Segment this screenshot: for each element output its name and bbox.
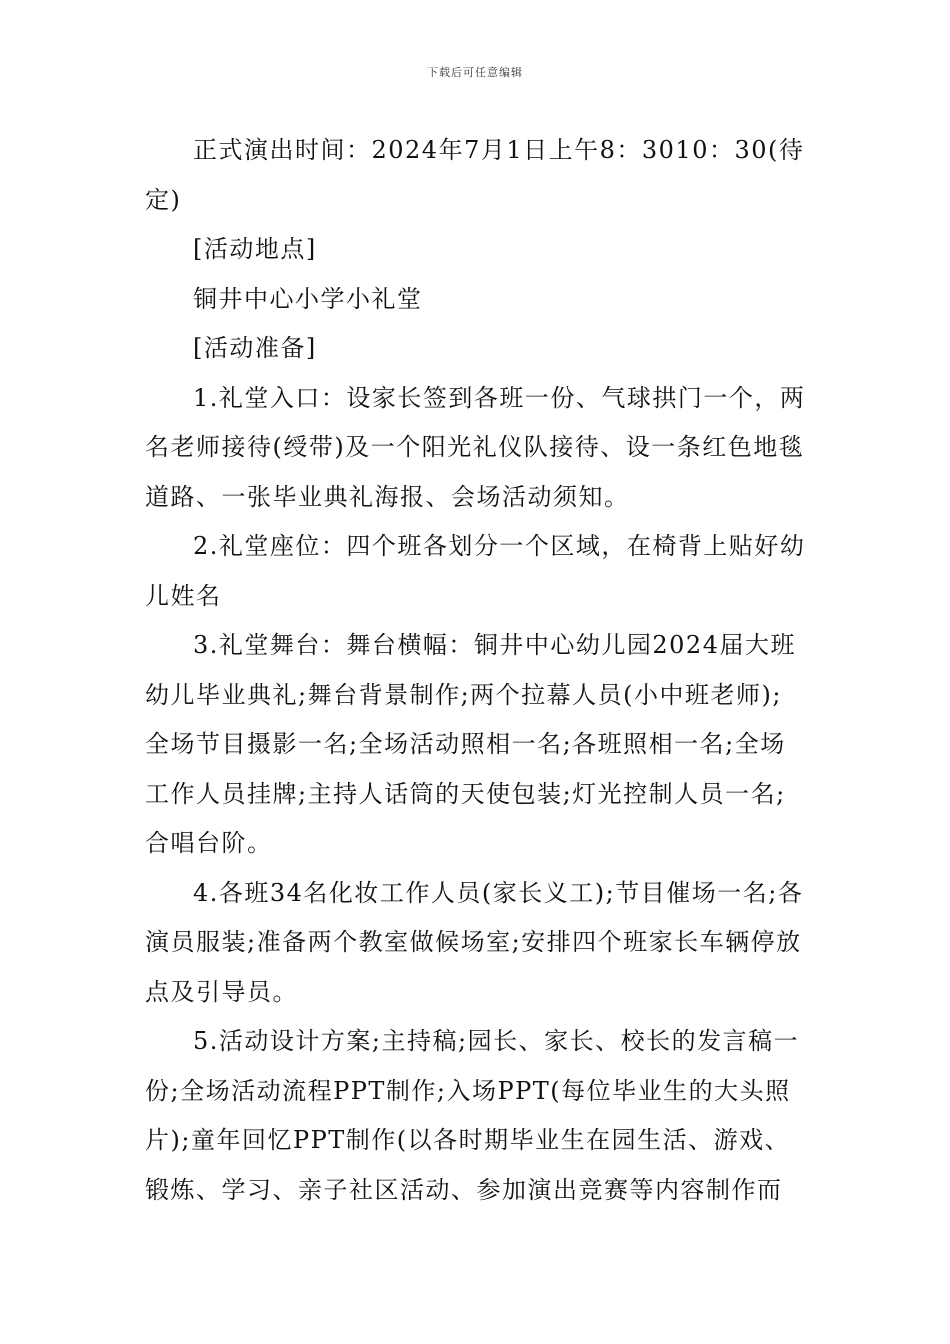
paragraph-item-2: 2.礼堂座位：四个班各划分一个区域，在椅背上贴好幼儿姓名 — [145, 532, 806, 610]
paragraph-venue-heading: [活动地点] — [193, 235, 317, 263]
paragraph-item-3: 3.礼堂舞台：舞台横幅：铜井中心幼儿园2024届大班幼儿毕业典礼;舞台背景制作;两个拉幕人员(小中班老师);全场节目摄影一名;全场活动照相一名;各班照相一名;全场工作人员挂牌;主持人话筒的天使包装;灯光控制人员一名;合唱台阶。 — [145, 631, 796, 857]
paragraph-preparation-heading: [活动准备] — [193, 334, 317, 362]
document-body — [145, 126, 807, 1215]
paragraph-item-1: 1.礼堂入口：设家长签到各班一份、气球拱门一个，两名老师接待(绶带)及一个阳光礼仪队接待、设一条红色地毯道路、一张毕业典礼海报、会场活动须知。 — [145, 383, 806, 511]
paragraph-item-4: 4.各班34名化妆工作人员(家长义工);节目催场一名;各演员服装;准备两个教室做候场室;安排四个班家长车辆停放点及引导员。 — [145, 878, 804, 1006]
page-header: 下载后可任意编辑 — [427, 66, 523, 79]
paragraph-venue: 铜井中心小学小礼堂 — [193, 284, 423, 313]
paragraph-item-5: 5.活动设计方案;主持稿;园长、家长、校长的发言稿一份;全场活动流程PPT制作;入场PPT(每位毕业生的大头照片);童年回忆PPT制作(以各时期毕业生在园生活、游戏、锻炼、学习、亲子社区活动、参加演出竞赛等内容制作而 — [145, 1027, 800, 1204]
paragraph-performance-time: 正式演出时间：2024年7月1日上午8：3010：30(待定) — [145, 136, 805, 214]
